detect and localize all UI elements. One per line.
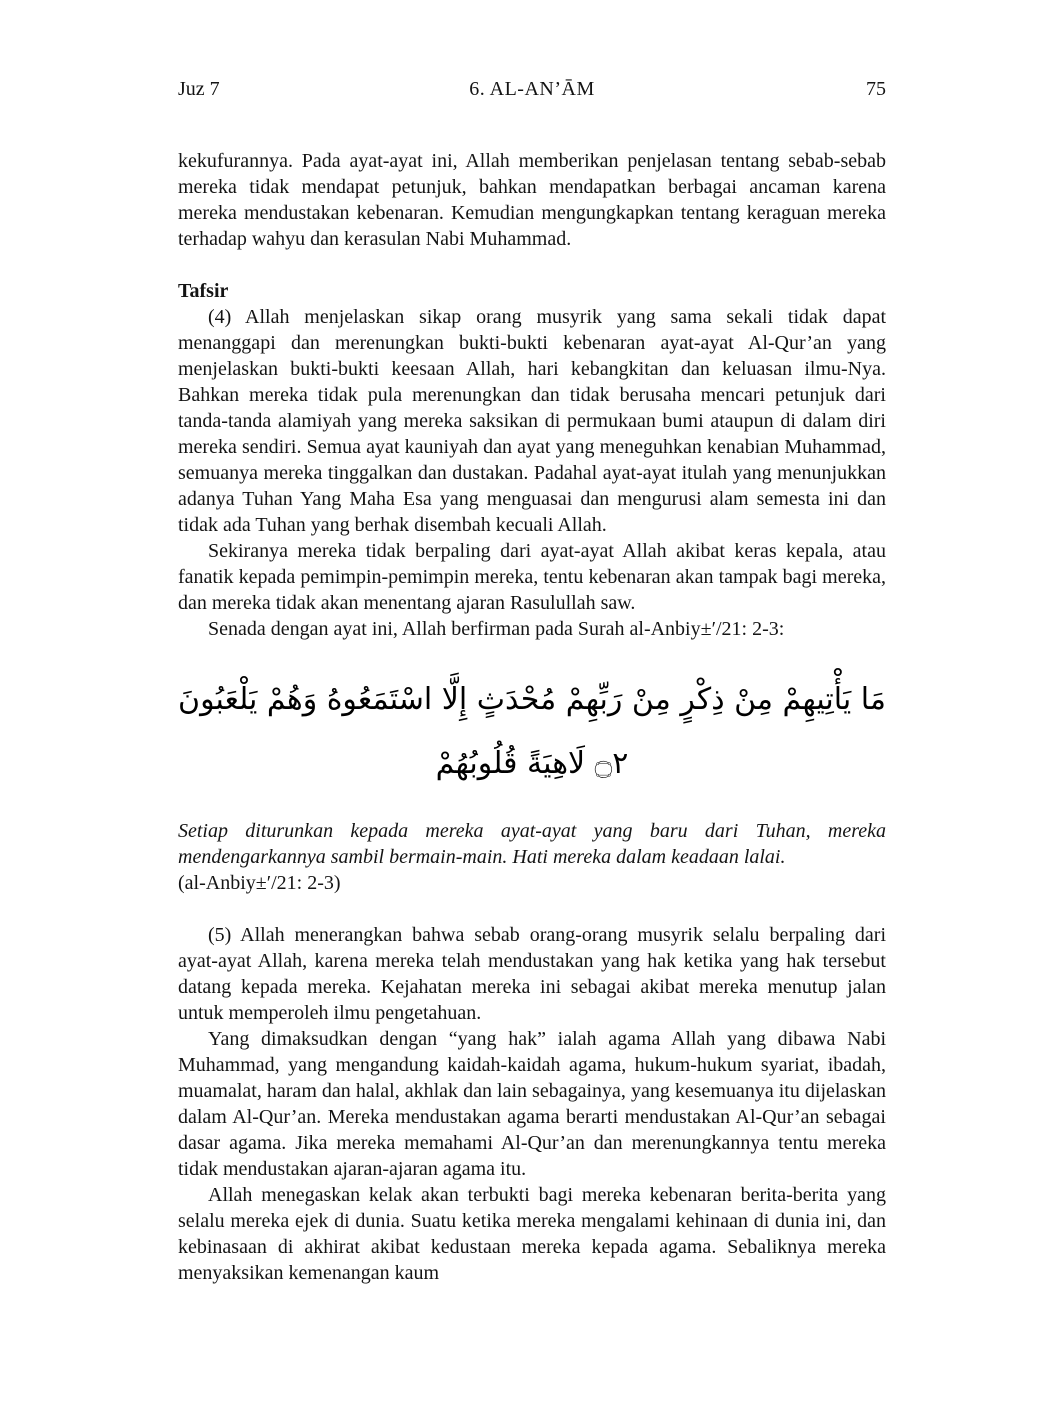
page-header [178,76,886,102]
arabic-verse: مَا يَأْتِيهِمْ مِنْ ذِكْرٍ مِنْ رَبِّهِمْ مُحْدَثٍ إِلَّا اسْتَمَعُوهُ وَهُمْ يَلْعَبُونَ ۝٢ لَاهِيَةً قُلُوبُهُمْ [178,682,886,781]
paragraph-continuation: kekufurannya. Pada ayat-ayat ini, Allah memberikan penjelasan tentang sebab-sebab mereka tidak mendapat petunjuk, bahkan mendapatkan berbagai ancaman karena mereka mendustakan kebenaran. Kemudian mengungkapkan tentang keraguan mereka terhadap wahyu dan kerasulan Nabi Muhammad. [178,150,886,250]
paragraph-ayat-4: (4) Allah menjelaskan sikap orang musyrik yang sama sekali tidak dapat menanggapi dan merenungkan bukti-bukti kebenaran ayat-ayat Al-Qur’an yang menjelaskan bukti-bukti keesaan Allah, hari kebangkitan dan keluasan ilmu-Nya. Bahkan mereka tidak pula merenungkan dan tidak berusaha mencari petunjuk dari tanda-tanda alamiyah yang mereka saksikan di permukaan bumi ataupun di dalam diri mereka sendiri. Semua ayat kauniyah dan ayat yang meneguhkan kenabian Muhammad, semuanya mereka tinggalkan dan dustakan. Padahal ayat-ayat itulah yang menunjukkan adanya Tuhan Yang Maha Esa yang menguasai dan mengurusi alam semesta ini dan tidak ada Tuhan yang berhak disembah kecuali Allah. [178,306,886,536]
verse-translation: Setiap diturunkan kepada mereka ayat-ayat yang baru dari Tuhan, mereka mendengarkannya sambil bermain-main. Hati mereka dalam keadaan lalai. [178,820,886,868]
page-body [178,148,886,1286]
paragraph-senada: Senada dengan ayat ini, Allah berfirman pada Surah al-Anbiy±′/21: 2-3: [208,618,785,640]
verse-reference: (al-Anbiy±′/21: 2-3) [178,872,341,894]
paragraph-yang-hak: Yang dimaksudkan dengan “yang hak” ialah agama Allah yang dibawa Nabi Muhammad, yang mengandung kaidah-kaidah agama, hukum-hukum syariat, ibadah, muamalat, haram dan halal, akhlak dan lain sebagainya, yang kesemuanya itu dijelaskan dalam Al-Qur’an. Mereka mendustakan agama berarti mendustakan Al-Qur’an sebagai dasar agama. Jika mereka memahami Al-Qur’an dan merenungkannya tentu mereka tidak mendustakan ajaran-ajaran agama itu. [178,1028,886,1180]
surah-title: 6. AL-AN’ĀM [469,78,595,100]
paragraph-allah-menegaskan: Allah menegaskan kelak akan terbukti bagi mereka kebenaran berita-berita yang selalu mereka ejek di dunia. Suatu ketika mereka mengalami kehinaan di dunia ini, dan kebinasaan di akhirat akibat kedustaan mereka kepada agama. Sebaliknya mereka menyaksikan kemenangan kaum [178,1184,886,1284]
paragraph-sekiranya: Sekiranya mereka tidak berpaling dari ayat-ayat Allah akibat keras kepala, atau fanatik kepada pemimpin-pemimpin mereka, tentu kebenaran akan tampak bagi mereka, dan mereka tidak akan menentang ajaran Rasulullah saw. [178,540,886,614]
page-number: 75 [866,78,886,100]
section-heading-tafsir: Tafsir [178,280,229,302]
juz-label: Juz 7 [178,78,220,100]
paragraph-ayat-5: (5) Allah menerangkan bahwa sebab orang-orang musyrik selalu berpaling dari ayat-ayat Allah, karena mereka telah mendustakan yang hak ketika yang hak tersebut datang kepada mereka. Kejahatan mereka ini sebagai akibat mereka menutup jalan untuk memperoleh ilmu pengetahuan. [178,924,886,1024]
